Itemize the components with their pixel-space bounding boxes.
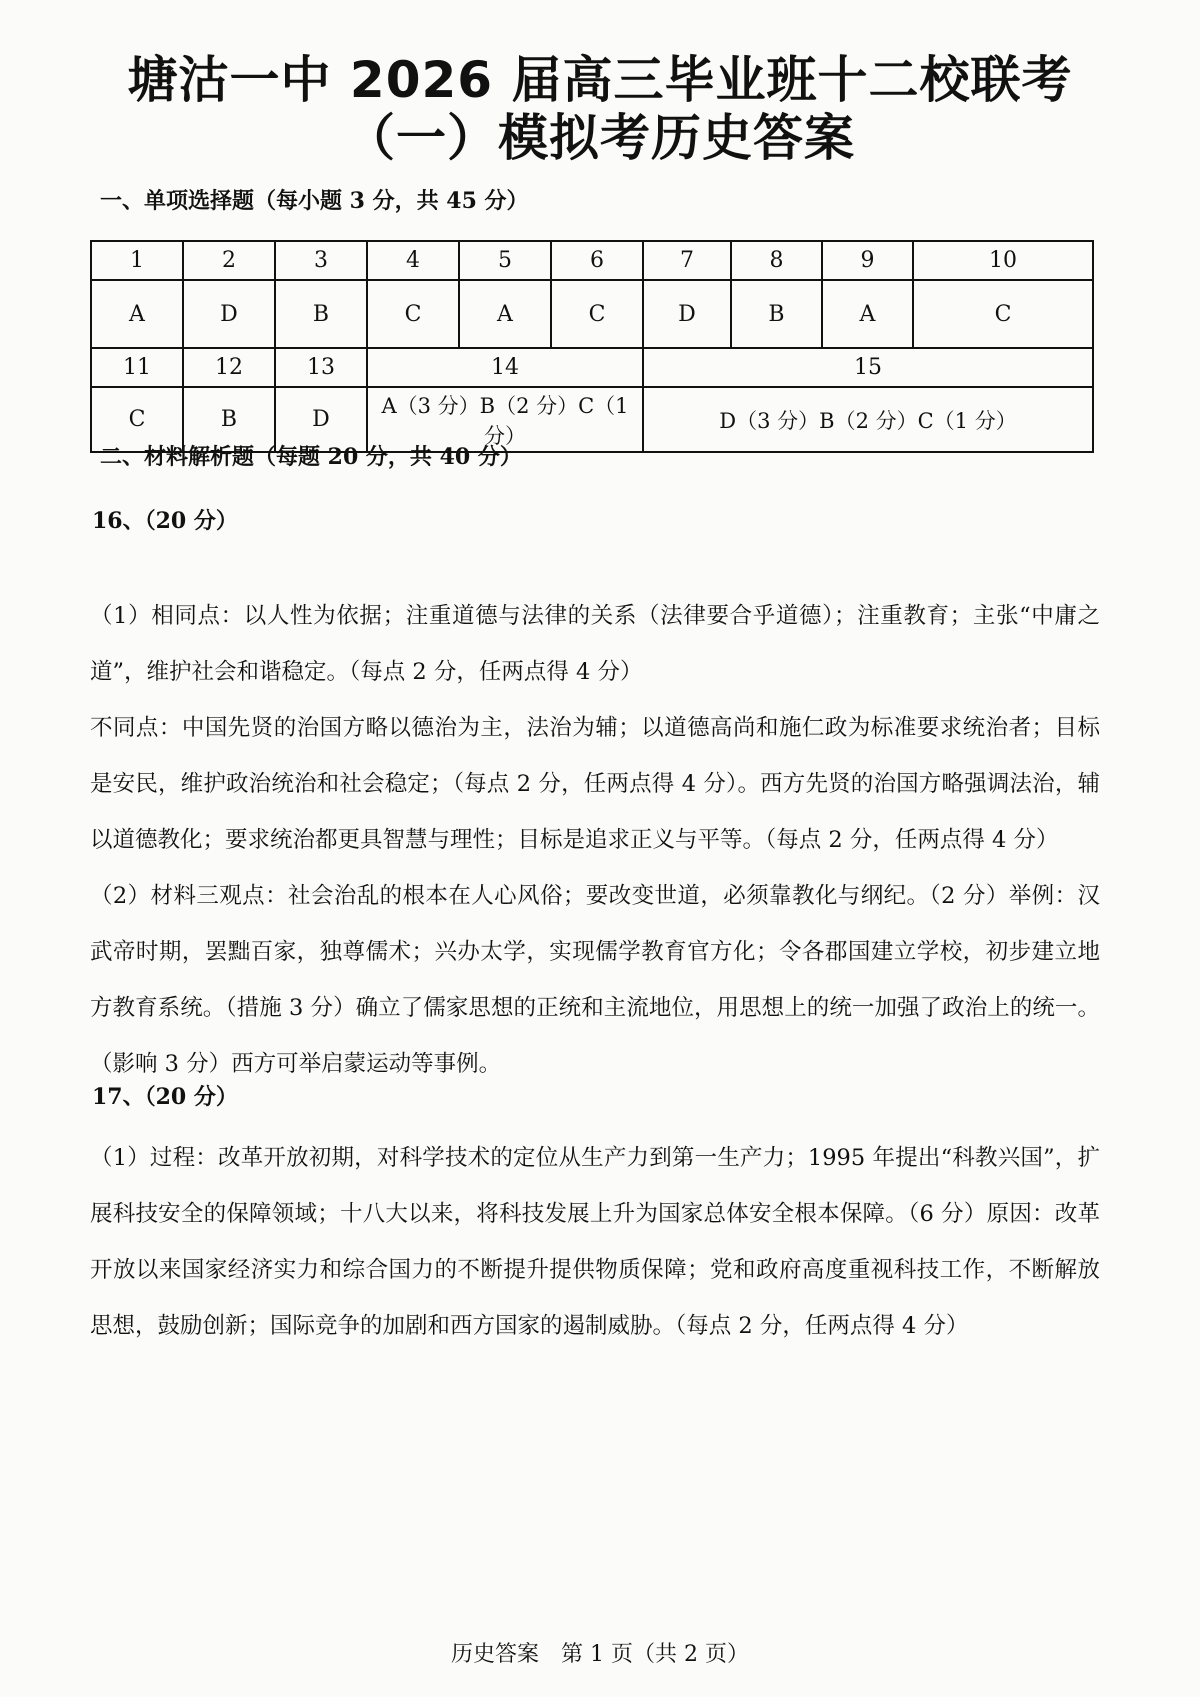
answer-cell: B [275,280,367,348]
question-number-cell: 9 [822,241,913,280]
table-row [91,241,1093,280]
question-number-cell: 3 [275,241,367,280]
answer-cell: C [913,280,1093,348]
answer-cell: A [459,280,551,348]
answer-cell: D（3 分）B（2 分）C（1 分） [643,387,1093,452]
question-17-answer [90,1130,1100,1354]
answer-paragraph: 不同点：中国先贤的治国方略以德治为主，法治为辅；以道德高尚和施仁政为标准要求统治者；目标是安民，维护政治统治和社会稳定；（每点 2 分，任两点得 4 分）。西方先贤的治国方略强调法治，辅以道德教化；要求统治都更具智慧与理性；目标是追求正义与平等。（每点 2 分，任两点得 4 分） [90,715,1100,853]
answer-cell: D [275,387,367,452]
answer-paragraph: （1）过程：改革开放初期，对科学技术的定位从生产力到第一生产力；1995 年提出“科教兴国”，扩展科技安全的保障领域；十八大以来，将科技发展上升为国家总体安全根本保障。（6 分）原因：改革开放以来国家经济实力和综合国力的不断提升提供物质保障；党和政府高度重视科技工作，不断解放思想，鼓励创新；国际竞争的加剧和西方国家的遏制威胁。（每点 2 分，任两点得 4 分） [90,1145,1100,1339]
question-16-heading: 16、（20 分） [92,508,238,534]
table-row [91,348,1093,387]
question-number-cell: 13 [275,348,367,387]
question-number-cell: 11 [91,348,183,387]
answer-cell: D [183,280,275,348]
answer-cell: C [91,387,183,452]
question-number-cell: 1 [91,241,183,280]
page-footer: 历史答案 第 1 页（共 2 页） [451,1642,749,1667]
question-number-cell: 5 [459,241,551,280]
question-number-cell: 2 [183,241,275,280]
answer-cell: C [367,280,459,348]
answer-cell: D [643,280,731,348]
question-17-heading: 17、（20 分） [92,1084,238,1110]
answer-cell: B [183,387,275,452]
answer-cell: A [91,280,183,348]
question-number-cell: 10 [913,241,1093,280]
answer-table [90,240,1094,453]
answer-cell: A（3 分）B（2 分）C（1 分） [367,387,643,452]
answer-cell: B [731,280,822,348]
question-number-cell: 8 [731,241,822,280]
answer-paragraph: （1）相同点：以人性为依据；注重道德与法律的关系（法律要合乎道德）；注重教育；主张“中庸之道”，维护社会和谐稳定。（每点 2 分，任两点得 4 分） [90,603,1100,685]
answer-paragraph: （2）材料三观点：社会治乱的根本在人心风俗；要改变世道，必须靠教化与纲纪。（2 分）举例：汉武帝时期，罢黜百家，独尊儒术；兴办太学，实现儒学教育官方化；令各郡国建立学校，初步建立地方教育系统。（措施 3 分）确立了儒家思想的正统和主流地位，用思想上的统一加强了政治上的统一。（影响 3 分）西方可举启蒙运动等事例。 [90,883,1100,1077]
question-number-cell: 4 [367,241,459,280]
question-number-cell: 15 [643,348,1093,387]
section-2-heading: 二、材料解析题（每题 20 分，共 40 分） [100,444,522,470]
question-number-cell: 6 [551,241,643,280]
title-line-1: 塘沽一中 2026 届高三毕业班十二校联考 [127,51,1073,109]
answer-cell: C [551,280,643,348]
table-row [91,280,1093,348]
section-1-heading: 一、单项选择题（每小题 3 分，共 45 分） [100,188,529,214]
question-number-cell: 14 [367,348,643,387]
question-number-cell: 7 [643,241,731,280]
answer-cell: A [822,280,913,348]
question-number-cell: 12 [183,348,275,387]
title-line-2: （一）模拟考历史答案 [345,109,855,167]
question-16-answer [90,588,1100,1092]
